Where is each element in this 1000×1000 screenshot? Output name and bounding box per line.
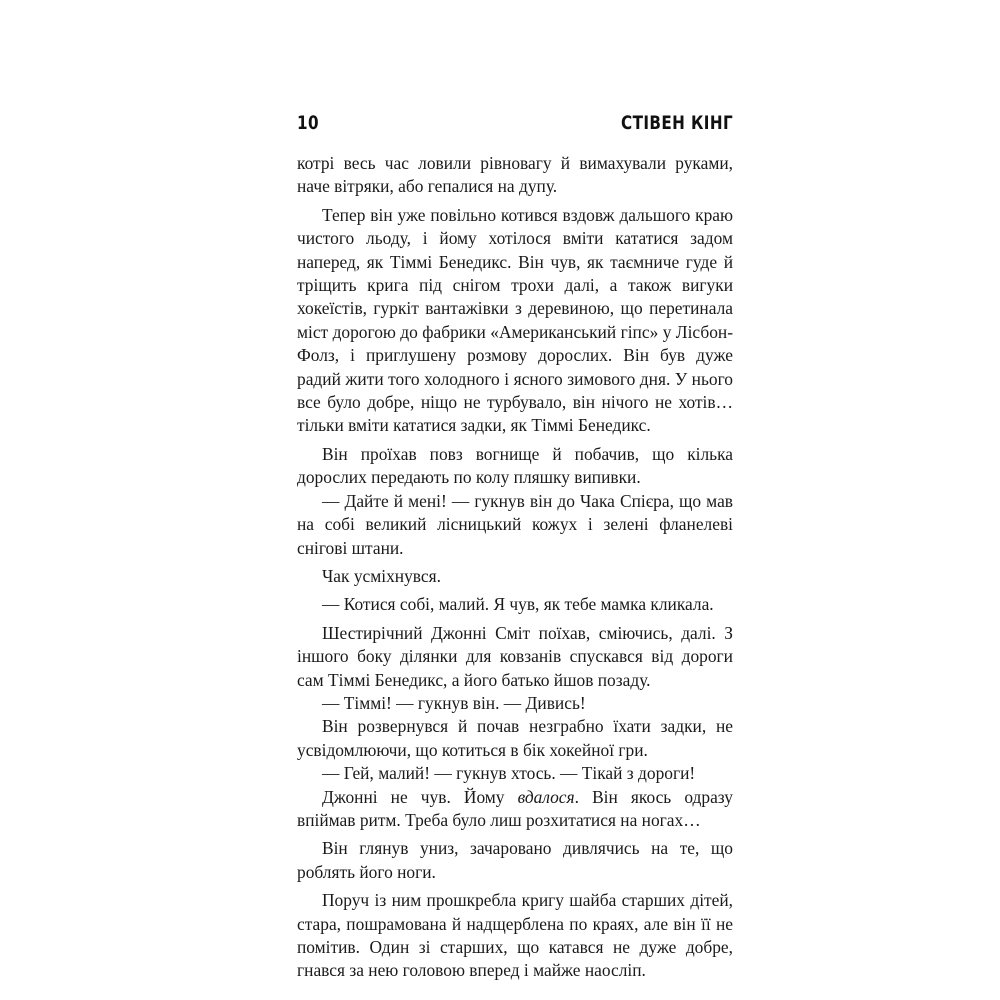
page-header [297, 112, 733, 142]
emphasis-text: вдалося [517, 786, 575, 807]
paragraph: Він проїхав повз вогнище й побачив, що кілька дорослих передають по колу пляшку випивки. [297, 443, 733, 488]
paragraph: Він розвернувся й почав незграбно їхати задки, не усвідомлюючи, що котиться в бік хокейної гри. [297, 716, 733, 760]
paragraph: — Гей, малий! — гукнув хтось. — Тікай з дороги! [322, 763, 696, 784]
paragraph: Тепер він уже повільно котився вздовж дальшого краю чистого льоду, і йому хотілося вміти кататися задом наперед, як Тіммі Бенедикс. Він чув, як таємниче гуде й тріщить крига під снігом трохи далі, а також вигуки хокеїстів, гуркіт вантажівки з деревиною, що перетинала міст дорогою до фабрики «Американський гіпс» у Лісбон-Фолз, і приглушену розмову дорослих. Він був дуже радий жити того холодного і ясного зимового дня. У нього все було добре, ніщо не турбувало, він нічого не хотів… тільки вміти кататися задки, як Тіммі Бенедикс. [297, 204, 733, 436]
paragraph: Поруч із ним прошкребла кригу шайба старших дітей, стара, пошрамована й надщерблена по краях, але він її не помітив. Один зі старших, що катався не дуже добре, гнався за нею головою вперед і майже наосліп. [297, 890, 733, 981]
paragraph: — Дайте й мені! — гукнув він до Чака Спієра, що мав на собі великий лісницький кожух і зелені фланелеві снігові штани. [297, 490, 733, 558]
paragraph-text: . Він якось одразу впіймав ритм. Треба було лиш розхитатися на ногах… [297, 786, 733, 830]
paragraph: — Тіммі! — гукнув він. — Дивись! [322, 692, 586, 713]
paragraph: Шестирічний Джонні Сміт поїхав, сміючись, далі. З іншого боку ділянки для ковзанів спускався від дороги сам Тіммі Бенедикс, а його батько йшов позаду. [297, 622, 733, 690]
body-text [297, 152, 733, 983]
paragraph-text: Джонні не чув. Йому [322, 786, 518, 807]
running-head-author: СТІВЕН КІНГ [620, 112, 733, 134]
paragraph: котрі весь час ловили рівновагу й вимахували руками, наче вітряки, або гепалися на дупу. [297, 153, 733, 197]
paragraph: — Котися собі, малий. Я чув, як тебе мамка кликала. [322, 594, 714, 615]
paragraph [297, 786, 733, 833]
paragraph: Він глянув униз, зачаровано дивлячись на те, що роблять його ноги. [297, 838, 733, 882]
paragraph: Чак усміхнувся. [322, 565, 441, 586]
page-number: 10 [297, 112, 319, 134]
